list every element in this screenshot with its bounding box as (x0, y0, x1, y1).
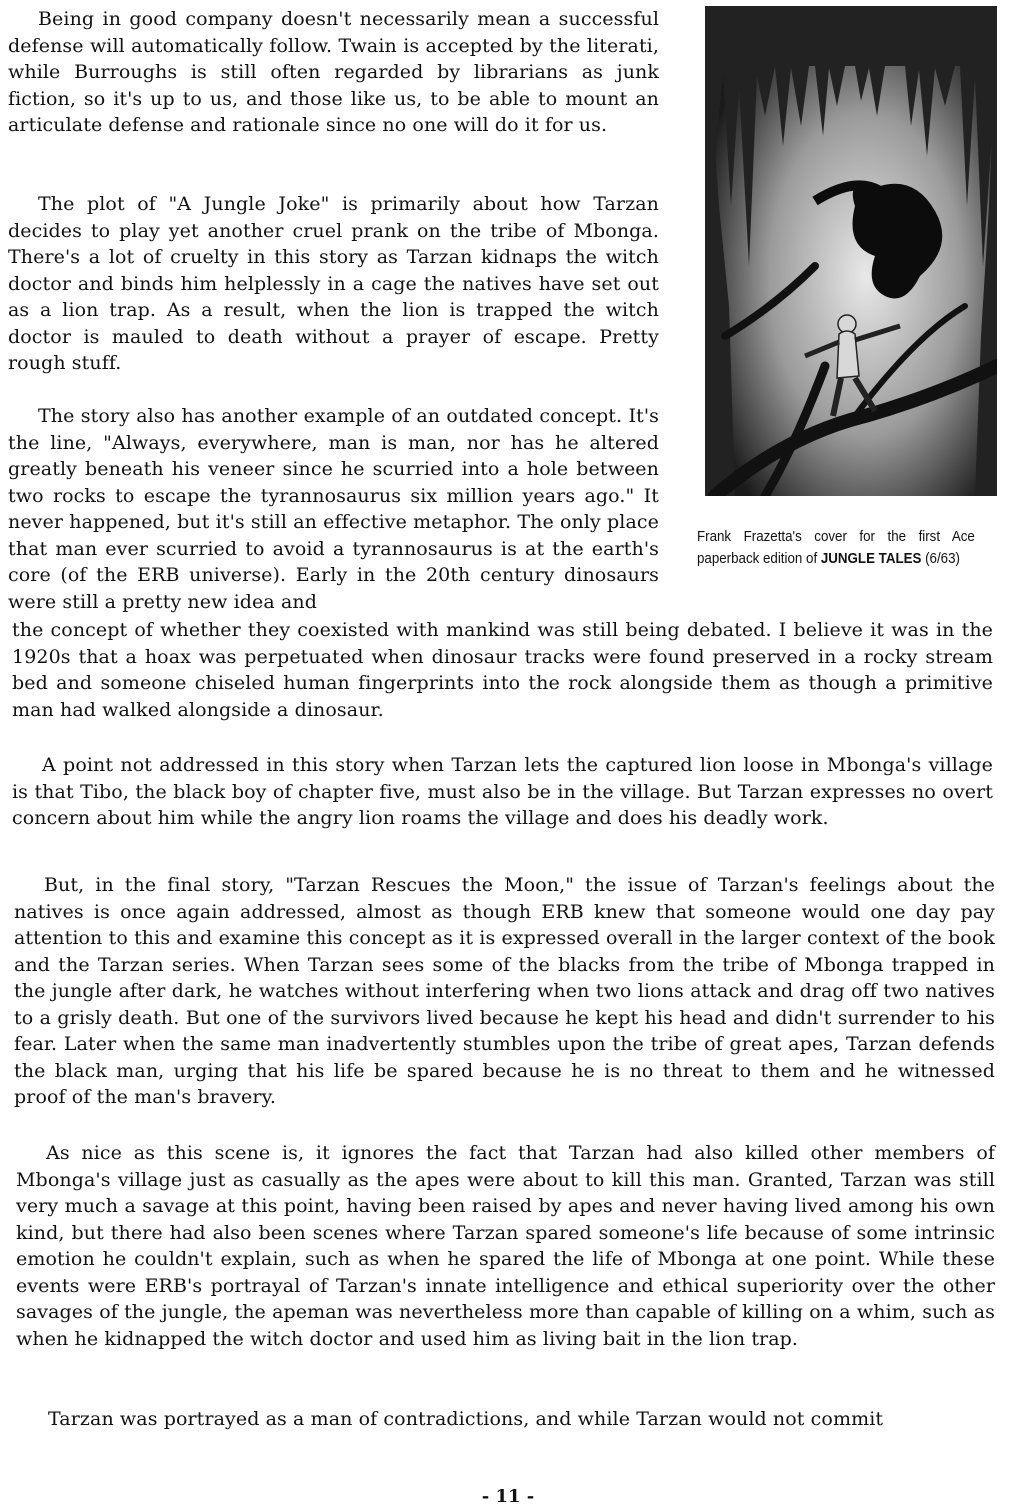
paragraph-5: But, in the final story, "Tarzan Rescues the Moon," the issue of Tarzan's feelings about the natives is once again addressed, almost as though ERB knew that someone would one day pay attention to this and examine this concept as it is expressed overall in the larger context of the book and the Tarzan series. When Tarzan sees some of the blacks from the tribe of Mbonga trapped in the jungle after dark, he watches without interfering when two lions attack and drag off two natives to a grisly death. But one of the survivors lived because he kept his head and didn't surrender to his fear. Later when the same man inadvertently stumbles upon the tribe of great apes, Tarzan defends the black man, urging that his life be spared because he is no threat to them and he witnessed proof of the man's bravery. (14, 874, 995, 1108)
paragraph-3: The story also has another example of an outdated concept. It's the line, "Always, everywhere, man is man, nor has he altered greatly beneath his veneer since he scurried into a hole between two rocks to escape the tyrannosaurus six million years ago." It never happened, but it's still an effective metaphor. The only place that man ever scurried to avoid a tyrannosaurus is at the earth's core (of the ERB universe). Early in the 20th century dinosaurs were still a pretty new idea and (8, 405, 659, 613)
cover-illustration (705, 6, 997, 496)
paragraph-2: The plot of "A Jungle Joke" is primarily about how Tarzan decides to play yet another cruel prank on the tribe of Mbonga. There's a lot of cruelty in this story as Tarzan kidnaps the witch doctor and binds him helplessly in a cage the natives have set out as a lion trap. As a result, when the lion is trapped the witch doctor is mauled to death without a prayer of escape. Pretty rough stuff. (8, 193, 659, 374)
page-number: - 11 - (481, 1486, 535, 1507)
figure-caption: Frank Frazetta's cover for the first Ace paperback edition of JUNGLE TALES (6/63) (697, 529, 975, 567)
caption-book-title: JUNGLE TALES (820, 551, 922, 567)
paragraph-6: As nice as this scene is, it ignores the fact that Tarzan had also killed other members of Mbonga's village just as casually as the apes were about to kill this man. Granted, Tarzan was still very much a savage at this point, having been raised by apes and never having lived among his own kind, but there had also been scenes where Tarzan spared someone's life because of some intrinsic emotion he couldn't explain, such as when he spared the life of Mbonga at one point. While these events were ERB's portrayal of Tarzan's innate intelligence and ethical superiority over the other savages of the jungle, the apeman was nevertheless more than capable of killing on a whim, such as when he kidnapped the witch doctor and used him as living bait in the lion trap. (16, 1142, 995, 1350)
paragraph-1: Being in good company doesn't necessarily mean a successful defense will automatically follow. Twain is accepted by the literati, while Burroughs is still often regarded by librarians as junk fiction, so it's up to us, and those like us, to be able to mount an articulate defense and rationale since no one will do it for us. (8, 8, 659, 136)
paragraph-7: Tarzan was portrayed as a man of contradictions, and while Tarzan would not commit (48, 1408, 884, 1430)
paragraph-4: A point not addressed in this story when Tarzan lets the captured lion loose in Mbonga's village is that Tibo, the black boy of chapter five, must also be in the village. But Tarzan expresses no overt concern about him while the angry lion roams the village and does his deadly work. (12, 754, 993, 829)
paragraph-3-continued: the concept of whether they coexisted with mankind was still being debated. I believe it was in the 1920s that a hoax was perpetuated when dinosaur tracks were found preserved in a rocky stream bed and someone chiseled human fingerprints into the rock alongside them as though a primitive man had walked alongside a dinosaur. (12, 619, 993, 721)
